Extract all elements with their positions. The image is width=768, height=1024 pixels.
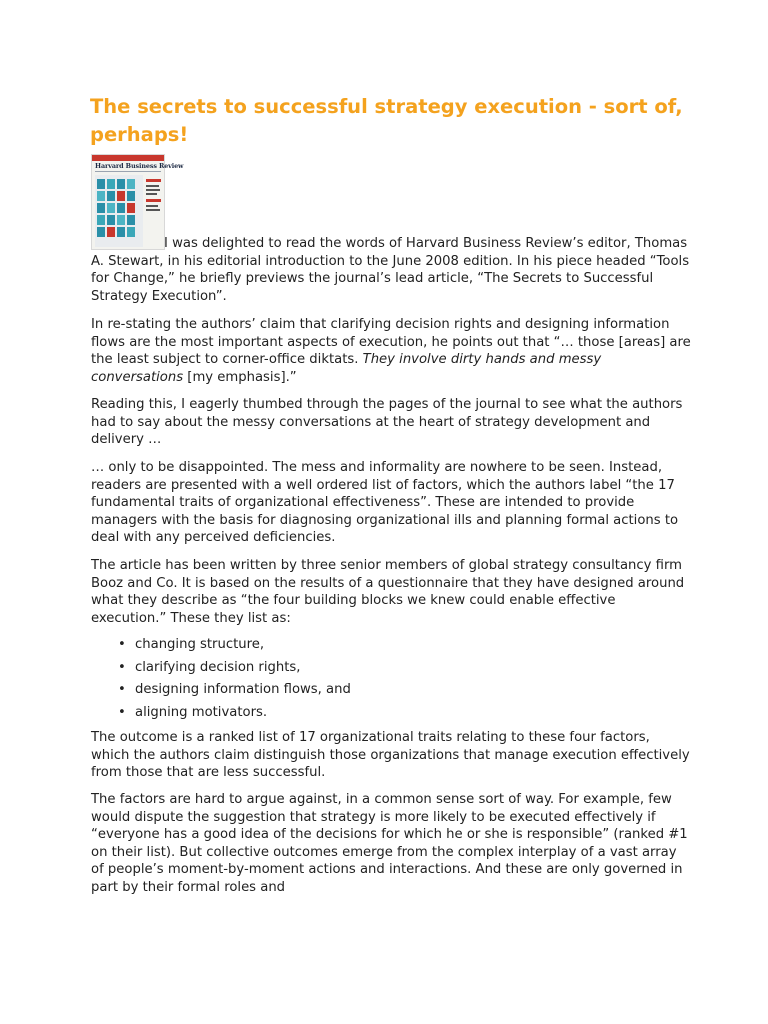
cover-masthead: Harvard Business Review — [95, 162, 184, 170]
list-item: • designing information flows, and — [91, 681, 691, 704]
article-title: The secrets to successful strategy execution - sort of, perhaps! — [90, 95, 683, 146]
cover-rule — [95, 171, 161, 172]
paragraph-intro: I was delighted to read the words of Harvard Business Review’s editor, Thomas A. Stewart, in his editorial introduction to the June 2008 edition. In his piece headed “Tools for Change,” he briefly previews the journal’s lead article, “The Secrets to Successful Strategy Execution”. — [91, 236, 690, 304]
list-item: • clarifying decision rights, — [91, 659, 691, 682]
paragraph-restating-emphasis: They involve dirty hands and messy conversations — [91, 352, 602, 385]
list-item: • aligning motivators. — [91, 704, 691, 727]
list-item: • changing structure, — [91, 636, 691, 659]
paragraph-outcome: The outcome is a ranked list of 17 organizational traits relating to these four factors, which the authors claim distinguish those organizations that manage execution effectively from those that are less successful. — [91, 730, 690, 780]
paragraph-restating — [91, 316, 691, 386]
paragraph-restating-part2: [my emphasis].” — [183, 369, 297, 385]
paragraph-disappointed: … only to be disappointed. The mess and informality are nowhere to be seen. Instead, readers are presented with a well ordered list of factors, which the authors label “the 17 fundamental traits of organizational effectiveness”. These are intended to provide managers with the basis for diagnosing organizational ills and planning formal actions to deal with any perceived deficiencies. — [91, 460, 679, 545]
cover-blurb-lines — [146, 179, 161, 219]
cover-top-bar — [92, 155, 164, 161]
paragraph-article-authors: The article has been written by three senior members of global strategy consultancy firm Booz and Co. It is based on the results of a questionnaire that they have designed around what they describe as “the four building blocks we knew could enable effective execution.” These they list as: — [91, 558, 685, 626]
paragraph-reading: Reading this, I eagerly thumbed through the pages of the journal to see what the authors had to say about the messy conversations at the heart of strategy development and delivery … — [91, 397, 683, 447]
paragraph-restating-part1: In re-stating the authors’ claim that clarifying decision rights and designing information flows are the most important aspects of execution, he points out that “… those [areas] are the least subject to corner-office diktats. — [91, 317, 691, 367]
paragraph-factors: The factors are hard to argue against, in a common sense sort of way. For example, few would dispute the suggestion that strategy is more likely to be executed effectively if “everyone has a good idea of the decisions for which he or she is responsible” (ranked #1 on their list). But collective outcomes emerge from the complex interplay of a vast array of people’s moment-by-moment actions and interactions. And these are only governed in part by their formal roles and — [91, 792, 688, 895]
building-blocks-list — [91, 636, 691, 726]
